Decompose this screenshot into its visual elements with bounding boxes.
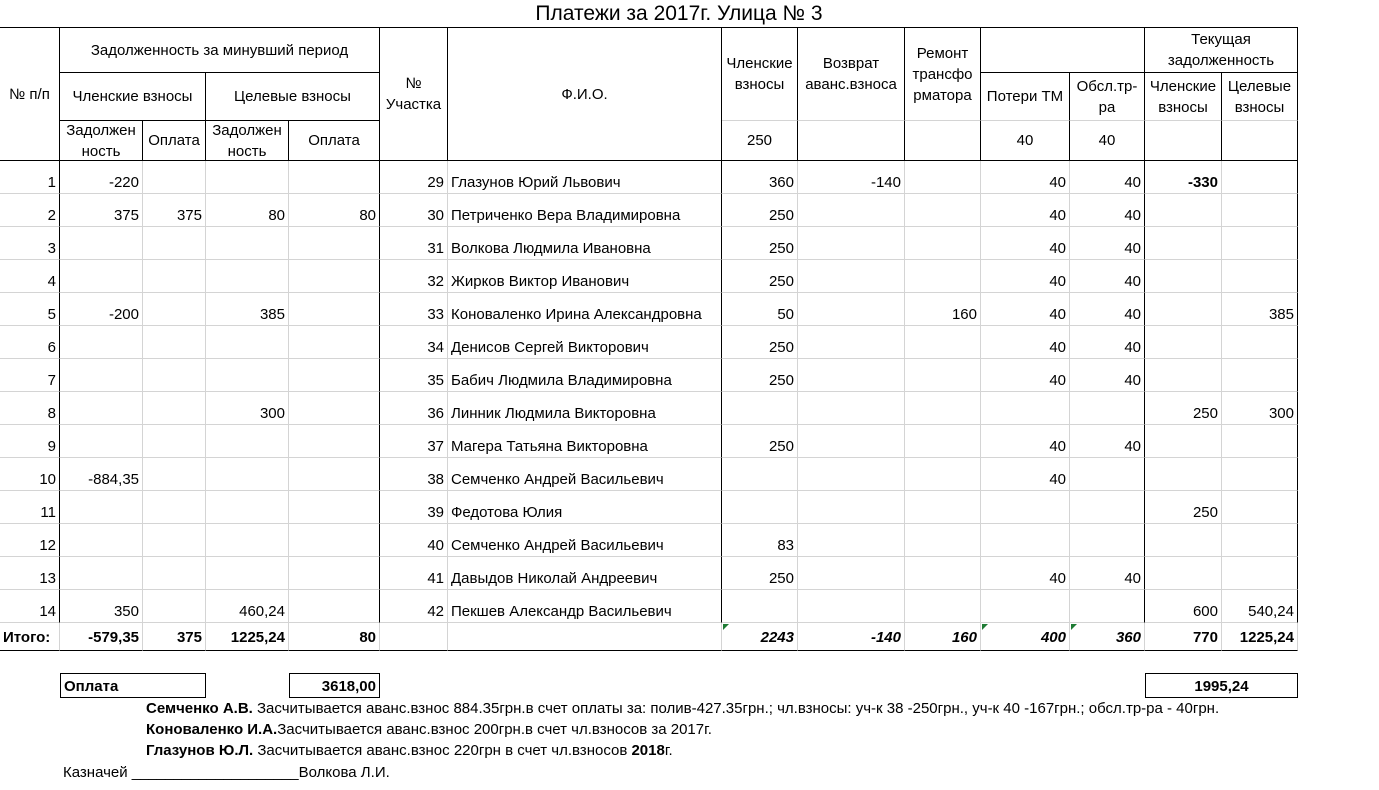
header-past-debt[interactable]: Задолженность за минувший период [60,27,380,73]
total-rep[interactable]: 160 [905,623,981,651]
cell-plot[interactable]: 32 [380,260,448,293]
cell-ret[interactable] [798,524,905,557]
cell-ct[interactable] [1222,260,1298,293]
cell-td[interactable] [206,557,289,590]
cell-svc[interactable] [1070,590,1145,623]
cell-plot[interactable]: 42 [380,590,448,623]
cell-n[interactable]: 3 [0,227,60,260]
cell-name[interactable]: Пекшев Александр Васильевич [448,590,722,623]
cell-td[interactable]: 300 [206,392,289,425]
cell-fee[interactable]: 83 [722,524,798,557]
total-svc[interactable]: 360 [1070,623,1145,651]
cell-n[interactable]: 9 [0,425,60,458]
cell-rep[interactable] [905,590,981,623]
note-konovalenko-text: Засчитывается аванс.взнос 200грн.в счет чл.взносов за 2017г. [277,721,712,738]
total-mp[interactable]: 375 [143,623,206,651]
cell-loss[interactable]: 40 [981,458,1070,491]
cell-tp[interactable] [289,293,380,326]
cell-svc[interactable]: 40 [1070,425,1145,458]
cell-md[interactable]: -200 [60,293,143,326]
sheet-title: Платежи за 2017г. Улица № 3 [535,2,823,25]
total-cm[interactable]: 770 [1145,623,1222,651]
cell-rep[interactable] [905,161,981,194]
cell-ret[interactable] [798,293,905,326]
cell-loss[interactable] [981,524,1070,557]
cell-tp[interactable] [289,491,380,524]
cell-cm[interactable]: 600 [1145,590,1222,623]
cell-plot[interactable]: 41 [380,557,448,590]
cell-ct[interactable] [1222,491,1298,524]
cell-name[interactable]: Магера Татьяна Викторовна [448,425,722,458]
cell-fee[interactable]: 250 [722,425,798,458]
cell-fee[interactable]: 250 [722,260,798,293]
note-glazunov-suffix: г. [664,742,673,759]
cell-svc[interactable]: 40 [1070,161,1145,194]
cell-loss[interactable] [981,392,1070,425]
treasurer-signature-line: ____________________ [131,764,299,781]
cell-mp[interactable] [143,293,206,326]
cell-svc[interactable]: 40 [1070,260,1145,293]
cell-name[interactable]: Жирков Виктор Иванович [448,260,722,293]
cell-td[interactable] [206,458,289,491]
treasurer-name: Волкова Л.И. [298,764,390,781]
cell-loss[interactable] [981,590,1070,623]
cell-ct[interactable] [1222,458,1298,491]
cell-td[interactable]: 460,24 [206,590,289,623]
cell-svc[interactable]: 40 [1070,326,1145,359]
cell-tp[interactable] [289,458,380,491]
treasurer-label: Казначей [63,764,128,781]
payment-value[interactable]: 3618,00 [289,673,380,698]
rate-tm-loss[interactable]: 40 [981,121,1070,161]
cell-fee[interactable]: 250 [722,194,798,227]
cell-rep[interactable] [905,326,981,359]
total-td[interactable]: 1225,24 [206,623,289,651]
cell-plot[interactable]: 31 [380,227,448,260]
header-past-membership[interactable]: Членские взносы [60,73,206,121]
cell-tp[interactable] [289,161,380,194]
rate-empty[interactable] [905,121,981,161]
cell-ret[interactable] [798,260,905,293]
cell-loss[interactable]: 40 [981,425,1070,458]
cell-svc[interactable]: 40 [1070,194,1145,227]
cell-tp[interactable] [289,260,380,293]
cell-fee[interactable]: 50 [722,293,798,326]
cell-fee[interactable] [722,392,798,425]
cell-plot[interactable]: 40 [380,524,448,557]
cell-n[interactable]: 5 [0,293,60,326]
cell-svc[interactable] [1070,458,1145,491]
total-label[interactable]: Итого: [0,623,60,651]
cell-rep[interactable] [905,557,981,590]
formula-indicator [982,624,988,630]
cell-rep[interactable] [905,425,981,458]
cell-fee[interactable]: 360 [722,161,798,194]
cell-td[interactable] [206,425,289,458]
note-semchenko-name: Семченко А.В. [146,700,253,717]
cell-tp[interactable] [289,326,380,359]
header-td-debt[interactable]: Задолжен ность [206,121,289,161]
cell-mp[interactable] [143,392,206,425]
cell-name[interactable]: Линник Людмила Викторовна [448,392,722,425]
cell-rep[interactable] [905,392,981,425]
total-loss[interactable]: 400 [981,623,1070,651]
header-tm-loss[interactable]: Потери ТМ [981,73,1070,121]
cell-loss[interactable]: 40 [981,227,1070,260]
note-konovalenko-name: Коноваленко И.А. [146,721,278,738]
cell-svc[interactable]: 40 [1070,293,1145,326]
note-glazunov-name: Глазунов Ю.Л. [146,742,254,759]
cell-mp[interactable] [143,458,206,491]
header-cur-target[interactable]: Целевые взносы [1222,73,1298,121]
cell-md[interactable] [60,260,143,293]
cell-mp[interactable] [143,491,206,524]
cell-ret[interactable] [798,491,905,524]
formula-indicator [723,624,729,630]
header-advance-return[interactable]: Возврат аванс.взноса [798,27,905,121]
rate-tr-service[interactable]: 40 [1070,121,1145,161]
cell-loss[interactable]: 40 [981,194,1070,227]
cell-mp[interactable] [143,326,206,359]
cell-ct[interactable] [1222,425,1298,458]
cell-n[interactable]: 8 [0,392,60,425]
header-tr-service[interactable]: Обсл.тр-ра [1070,73,1145,121]
cell-fee[interactable] [722,590,798,623]
cell-td[interactable] [206,491,289,524]
cell-name[interactable]: Коноваленко Ирина Александровна [448,293,722,326]
header-cur-member[interactable]: Членские взносы [1145,73,1222,121]
cell-tp[interactable] [289,227,380,260]
cell-cm[interactable]: 250 [1145,491,1222,524]
cell-cm[interactable] [1145,458,1222,491]
total-plot[interactable] [380,623,448,651]
cell-rep[interactable] [905,458,981,491]
cell-ct[interactable] [1222,524,1298,557]
cell-loss[interactable]: 40 [981,293,1070,326]
cell-n[interactable]: 10 [0,458,60,491]
cell-tp[interactable] [289,590,380,623]
cell-ct[interactable] [1222,227,1298,260]
cell-fee[interactable]: 250 [722,359,798,392]
note-glazunov-text: Засчитывается аванс.взнос 220грн в счет чл.взносов [253,742,632,759]
cell-md[interactable] [60,227,143,260]
cell-svc[interactable]: 40 [1070,359,1145,392]
cell-loss[interactable]: 40 [981,359,1070,392]
total-md[interactable]: -579,35 [60,623,143,651]
cell-n[interactable]: 11 [0,491,60,524]
header-member-fees[interactable]: Членские взносы [722,27,798,121]
cell-plot[interactable]: 38 [380,458,448,491]
cell-td[interactable] [206,524,289,557]
cell-name[interactable]: Волкова Людмила Ивановна [448,227,722,260]
cell-md[interactable]: -220 [60,161,143,194]
total-ret[interactable]: -140 [798,623,905,651]
note-semchenko [146,698,1219,719]
cell-cm[interactable] [1145,557,1222,590]
header-num[interactable]: № п/п [0,27,60,161]
cell-loss[interactable]: 40 [981,557,1070,590]
cell-svc[interactable] [1070,491,1145,524]
cell-cm[interactable] [1145,227,1222,260]
cell-tp[interactable] [289,425,380,458]
cell-md[interactable] [60,557,143,590]
cell-cm[interactable] [1145,260,1222,293]
header-transformer-repair[interactable]: Ремонт трансфо рматора [905,27,981,121]
header-blank [981,27,1145,73]
rate-empty[interactable] [798,121,905,161]
cell-tp[interactable] [289,557,380,590]
cell-md[interactable] [60,491,143,524]
cell-mp[interactable] [143,227,206,260]
cell-ret[interactable]: -140 [798,161,905,194]
cell-ct[interactable] [1222,326,1298,359]
cell-plot[interactable]: 37 [380,425,448,458]
cell-mp[interactable] [143,557,206,590]
cell-plot[interactable]: 39 [380,491,448,524]
cell-ct[interactable] [1222,557,1298,590]
cell-plot[interactable]: 33 [380,293,448,326]
treasurer-line [63,762,390,783]
cell-plot[interactable]: 29 [380,161,448,194]
payment-label[interactable]: Оплата [60,673,206,698]
cell-rep[interactable] [905,260,981,293]
header-current-debt[interactable]: Текущая задолженность [1145,27,1298,73]
cell-cm[interactable] [1145,359,1222,392]
cell-fee[interactable]: 250 [722,557,798,590]
cell-loss[interactable]: 40 [981,260,1070,293]
cell-td[interactable] [206,260,289,293]
cell-ret[interactable] [798,359,905,392]
cell-n[interactable]: 12 [0,524,60,557]
note-konovalenko [146,719,712,740]
cell-td[interactable] [206,227,289,260]
cell-cm[interactable]: -330 [1145,161,1222,194]
cell-ct[interactable]: 300 [1222,392,1298,425]
total-fee[interactable]: 2243 [722,623,798,651]
cell-ret[interactable] [798,425,905,458]
cell-cm[interactable] [1145,425,1222,458]
cell-plot[interactable]: 30 [380,194,448,227]
cell-svc[interactable]: 40 [1070,227,1145,260]
note-glazunov [146,740,673,761]
cell-loss[interactable]: 40 [981,161,1070,194]
cell-ret[interactable] [798,194,905,227]
cell-name[interactable]: Денисов Сергей Викторович [448,326,722,359]
cell-fee[interactable]: 250 [722,227,798,260]
cell-n[interactable]: 13 [0,557,60,590]
header-td-pay[interactable]: Оплата [289,121,380,161]
cell-tp[interactable]: 80 [289,194,380,227]
cell-tp[interactable] [289,524,380,557]
rate-empty[interactable] [1145,121,1222,161]
cell-n[interactable]: 1 [0,161,60,194]
cell-tp[interactable] [289,392,380,425]
cell-md[interactable] [60,392,143,425]
note-glazunov-year: 2018 [631,742,665,759]
cell-ct[interactable] [1222,161,1298,194]
header-fio[interactable]: Ф.И.О. [448,27,722,161]
cell-n[interactable]: 2 [0,194,60,227]
rate-member-fees[interactable]: 250 [722,121,798,161]
cell-md[interactable] [60,425,143,458]
cell-name[interactable]: Бабич Людмила Владимировна [448,359,722,392]
payment-current-total[interactable]: 1995,24 [1145,673,1298,698]
cell-cm[interactable] [1145,194,1222,227]
cell-md[interactable]: -884,35 [60,458,143,491]
cell-md[interactable] [60,524,143,557]
cell-td[interactable] [206,161,289,194]
header-md-debt[interactable]: Задолжен ность [60,121,143,161]
cell-rep[interactable] [905,491,981,524]
cell-mp[interactable] [143,260,206,293]
formula-indicator [1071,624,1077,630]
cell-rep[interactable] [905,194,981,227]
cell-name[interactable]: Федотова Юлия [448,491,722,524]
cell-ct[interactable]: 385 [1222,293,1298,326]
cell-fee[interactable]: 250 [722,326,798,359]
cell-loss[interactable] [981,491,1070,524]
cell-ct[interactable] [1222,359,1298,392]
cell-tp[interactable] [289,359,380,392]
cell-plot[interactable]: 36 [380,392,448,425]
cell-td[interactable] [206,359,289,392]
header-plot[interactable]: № Участка [380,27,448,161]
cell-ret[interactable] [798,227,905,260]
cell-md[interactable]: 375 [60,194,143,227]
cell-mp[interactable] [143,524,206,557]
cell-rep[interactable] [905,524,981,557]
cell-svc[interactable] [1070,524,1145,557]
cell-ret[interactable] [798,590,905,623]
cell-mp[interactable] [143,359,206,392]
note-semchenko-text: Засчитывается аванс.взнос 884.35грн.в счет оплаты за: полив-427.35грн.; чл.взносы: уч-к 38 -250грн., уч-к 40 -167грн.; обсл.тр-ра - 40грн. [252,700,1220,717]
cell-md[interactable] [60,326,143,359]
header-md-pay[interactable]: Оплата [143,121,206,161]
cell-fee[interactable] [722,491,798,524]
cell-md[interactable]: 350 [60,590,143,623]
cell-cm[interactable] [1145,326,1222,359]
cell-cm[interactable] [1145,293,1222,326]
cell-mp[interactable] [143,590,206,623]
cell-cm[interactable]: 250 [1145,392,1222,425]
cell-n[interactable]: 14 [0,590,60,623]
cell-fee[interactable] [722,458,798,491]
cell-ret[interactable] [798,326,905,359]
cell-md[interactable] [60,359,143,392]
cell-svc[interactable] [1070,392,1145,425]
cell-rep[interactable]: 160 [905,293,981,326]
cell-svc[interactable]: 40 [1070,557,1145,590]
cell-ct[interactable] [1222,194,1298,227]
cell-td[interactable]: 385 [206,293,289,326]
cell-name[interactable]: Глазунов Юрий Львович [448,161,722,194]
cell-n[interactable]: 7 [0,359,60,392]
rate-empty[interactable] [1222,121,1298,161]
cell-ret[interactable] [798,557,905,590]
cell-name[interactable]: Петриченко Вера Владимировна [448,194,722,227]
cell-plot[interactable]: 34 [380,326,448,359]
total-ct[interactable]: 1225,24 [1222,623,1298,651]
cell-plot[interactable]: 35 [380,359,448,392]
cell-mp[interactable] [143,425,206,458]
cell-td[interactable]: 80 [206,194,289,227]
cell-ret[interactable] [798,392,905,425]
cell-cm[interactable] [1145,524,1222,557]
cell-name[interactable]: Семченко Андрей Васильевич [448,524,722,557]
cell-loss[interactable]: 40 [981,326,1070,359]
cell-n[interactable]: 6 [0,326,60,359]
cell-name[interactable]: Давыдов Николай Андреевич [448,557,722,590]
cell-ret[interactable] [798,458,905,491]
header-past-target[interactable]: Целевые взносы [206,73,380,121]
cell-ct[interactable]: 540,24 [1222,590,1298,623]
cell-rep[interactable] [905,359,981,392]
total-fio[interactable] [448,623,722,651]
cell-rep[interactable] [905,227,981,260]
cell-td[interactable] [206,326,289,359]
cell-mp[interactable]: 375 [143,194,206,227]
total-tp[interactable]: 80 [289,623,380,651]
cell-name[interactable]: Семченко Андрей Васильевич [448,458,722,491]
cell-mp[interactable] [143,161,206,194]
cell-n[interactable]: 4 [0,260,60,293]
